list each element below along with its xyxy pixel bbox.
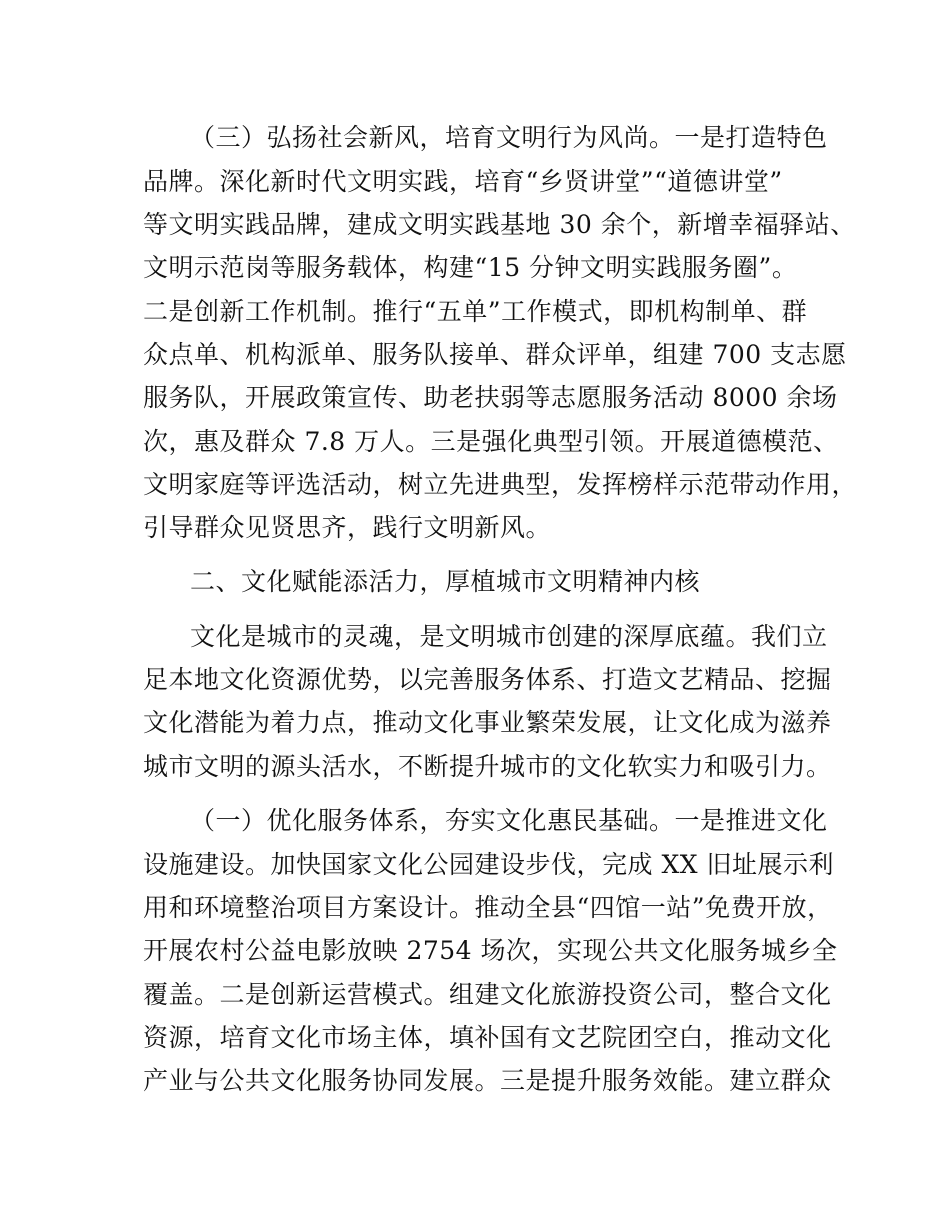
text-line: 文化是城市的灵魂，是文明城市创建的深厚底蕴。我们立 [190,622,828,651]
text-line: 资源，培育文化市场主体，填补国有文艺院团空白，推动文化 [143,1023,832,1052]
text-line: 设施建设。加快国家文化公园建设步伐，完成 XX 旧址展示利 [143,850,834,879]
text-line: 足本地文化资源优势，以完善服务体系、打造文艺精品、挖掘 [143,665,832,694]
text-line: （一）优化服务体系，夯实文化惠民基础。一是推进文化 [190,806,828,835]
text-line: 文化潜能为着力点，推动文化事业繁荣发展，让文化成为滋养 [143,708,832,737]
text-line: 文明家庭等评选活动，树立先进典型，发挥榜样示范带动作用， [143,470,858,499]
text-line: 众点单、机构派单、服务队接单、群众评单，组建 700 支志愿 [143,340,847,369]
text-line: 二是创新工作机制。推行“五单”工作模式，即机构制单、群 [143,297,808,326]
text-line: 城市文明的源头活水，不断提升城市的文化软实力和吸引力。 [143,752,832,781]
text-line: 开展农村公益电影放映 2754 场次，实现公共文化服务城乡全 [143,936,838,965]
text-line: 文明示范岗等服务载体，构建“15 分钟文明实践服务圈”。 [143,253,798,282]
text-line: 产业与公共文化服务协同发展。三是提升服务效能。建立群众 [143,1066,832,1095]
text-line: 引导群众见贤思齐，践行文明新风。 [143,513,552,542]
text-line: 覆盖。二是创新运营模式。组建文化旅游投资公司，整合文化 [143,980,832,1009]
text-line: 品牌。深化新时代文明实践，培育“乡贤讲堂”“道德讲堂” [143,167,783,196]
text-line: 用和环境整治项目方案设计。推动全县“四馆一站”免费开放， [143,893,833,922]
text-line: 等文明实践品牌，建成文明实践基地 30 余个，新增幸福驿站、 [143,210,856,239]
text-line: 服务队，开展政策宣传、助老扶弱等志愿服务活动 8000 余场 [143,383,838,412]
text-line: 次，惠及群众 7.8 万人。三是强化典型引领。开展道德模范、 [143,427,839,456]
section-heading: 二、文化赋能添活力，厚植城市文明精神内核 [190,567,701,596]
text-line: （三）弘扬社会新风，培育文明行为风尚。一是打造特色 [190,123,828,152]
